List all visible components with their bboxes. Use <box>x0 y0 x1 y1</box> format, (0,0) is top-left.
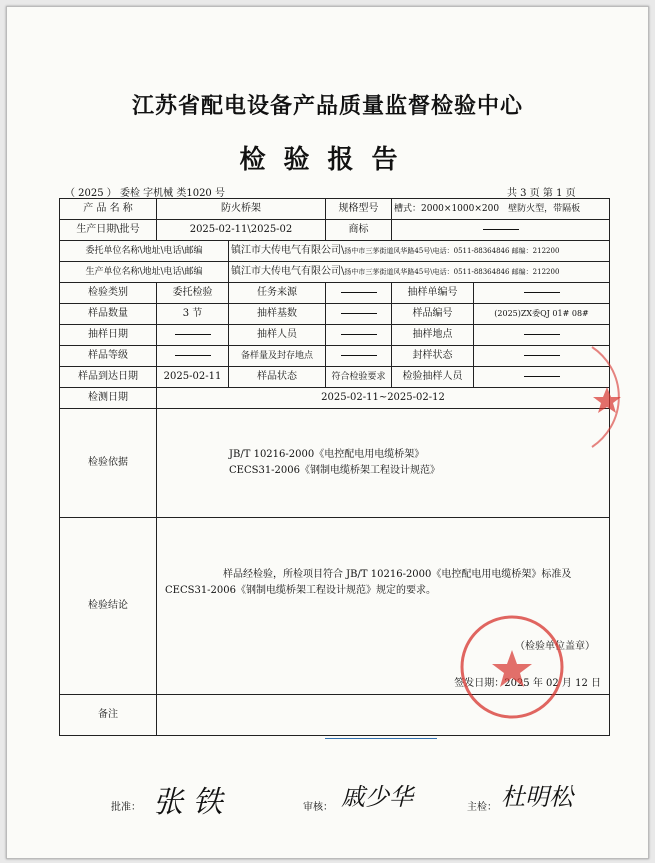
review-signature: 戚少华 <box>341 783 413 811</box>
report-title: 检验报告 <box>239 145 416 175</box>
table-row <box>60 346 610 367</box>
sampler-value <box>326 325 392 346</box>
partial-seal-icon <box>587 342 627 452</box>
client-detail: 扬中市三茅街道风华路45号\电话：0511-88364846 邮编：212200 <box>344 247 560 255</box>
sample-state-value: 符合检验要求 <box>326 367 392 388</box>
approve-signature: 张 铁 <box>153 785 223 820</box>
sample-no-label: 样品编号 <box>392 304 474 325</box>
arrival-date-value: 2025-02-11 <box>157 367 229 388</box>
remarks-label: 备注 <box>60 695 157 736</box>
basis-value <box>157 409 610 518</box>
test-type-label: 检验类别 <box>60 283 157 304</box>
sampling-date-value <box>157 325 229 346</box>
table-row <box>60 304 610 325</box>
table-row <box>60 241 610 262</box>
prod-date-value: 2025-02-11\2025-02 <box>157 220 326 241</box>
issue-date: 签发日期：2025 年 02 月 12 日 <box>454 678 602 689</box>
test-date-label: 检测日期 <box>60 388 157 409</box>
official-seal-icon <box>457 612 567 722</box>
test-date-value: 2025-02-11~2025-02-12 <box>157 388 610 409</box>
sampling-place-label: 抽样地点 <box>392 325 474 346</box>
sampling-no-value <box>474 283 610 304</box>
sampling-date-label: 抽样日期 <box>60 325 157 346</box>
client-label: 委托单位名称\地址\电话\邮编 <box>60 241 229 262</box>
reserve-value <box>326 346 392 367</box>
task-source-value <box>326 283 392 304</box>
prod-date-label: 生产日期\批号 <box>60 220 157 241</box>
manufacturer-label: 生产单位名称\地址\电话\邮编 <box>60 262 229 283</box>
reserve-label: 备样量及封存地点 <box>229 346 326 367</box>
conclusion-text: 样品经检验，所检项目符合 JB/T 10216-2000《电控配电用电缆桥架》标准及CECS31-2006《钢制电缆桥架工程设计规范》规定的要求。 <box>165 569 572 596</box>
manufacturer-detail: 扬中市三茅街道风华路45号\电话：0511-88364846 邮编：212200 <box>344 268 560 276</box>
organization-name: 江苏省配电设备产品质量监督检验中心 <box>131 93 523 119</box>
report-number: （ 2025 ） 委检 字机械 类1020 号 <box>65 188 225 199</box>
report-page <box>6 6 649 859</box>
product-name-label: 产 品 名 称 <box>60 199 157 220</box>
approve-label: 批准： <box>111 802 141 813</box>
basis-line-2: CECS31-2006《钢制电缆桥架工程设计规范》 <box>229 465 441 476</box>
test-type-value: 委托检验 <box>157 283 229 304</box>
basis-line-1: JB/T 10216-2000《电控配电用电缆桥架》 <box>229 449 425 460</box>
table-row <box>60 367 610 388</box>
client-company: 镇江市大传电气有限公司\ <box>231 245 345 256</box>
sample-no-value: (2025)ZX委QJ 01# 08# <box>474 304 610 325</box>
conclusion-label: 检验结论 <box>60 518 157 695</box>
spec-value: 槽式：2000×1000×200 壁防火型，带隔板 <box>392 199 610 220</box>
table-row <box>60 220 610 241</box>
sample-qty-label: 样品数量 <box>60 304 157 325</box>
manufacturer-company: 镇江市大传电气有限公司\ <box>231 266 345 277</box>
review-label: 审核： <box>303 802 333 813</box>
table-row <box>60 199 610 220</box>
table-row <box>60 262 610 283</box>
table-row <box>60 388 610 409</box>
table-row <box>60 409 610 518</box>
table-row <box>60 325 610 346</box>
trademark-value <box>392 220 610 241</box>
inspector-label: 检验抽样人员 <box>392 367 474 388</box>
manufacturer-value <box>229 262 610 283</box>
chief-signature: 杜明松 <box>501 783 573 811</box>
sample-state-label: 样品状态 <box>229 367 326 388</box>
chief-label: 主检： <box>467 802 497 813</box>
page-count: 共 3 页 第 1 页 <box>507 188 576 199</box>
sample-grade-value <box>157 346 229 367</box>
sampling-base-label: 抽样基数 <box>229 304 326 325</box>
client-value <box>229 241 610 262</box>
seal-state-label: 封样状态 <box>392 346 474 367</box>
task-source-label: 任务来源 <box>229 283 326 304</box>
trademark-label: 商标 <box>326 220 392 241</box>
sampling-base-value <box>326 304 392 325</box>
seal-note: （检验单位盖章） <box>515 641 596 652</box>
sample-qty-value: 3 节 <box>157 304 229 325</box>
spec-label: 规格型号 <box>326 199 392 220</box>
arrival-date-label: 样品到达日期 <box>60 367 157 388</box>
sampler-label: 抽样人员 <box>229 325 326 346</box>
sample-grade-label: 样品等级 <box>60 346 157 367</box>
remarks-underline <box>325 738 437 739</box>
sampling-no-label: 抽样单编号 <box>392 283 474 304</box>
table-row <box>60 283 610 304</box>
product-name-value: 防火桥架 <box>157 199 326 220</box>
basis-label: 检验依据 <box>60 409 157 518</box>
